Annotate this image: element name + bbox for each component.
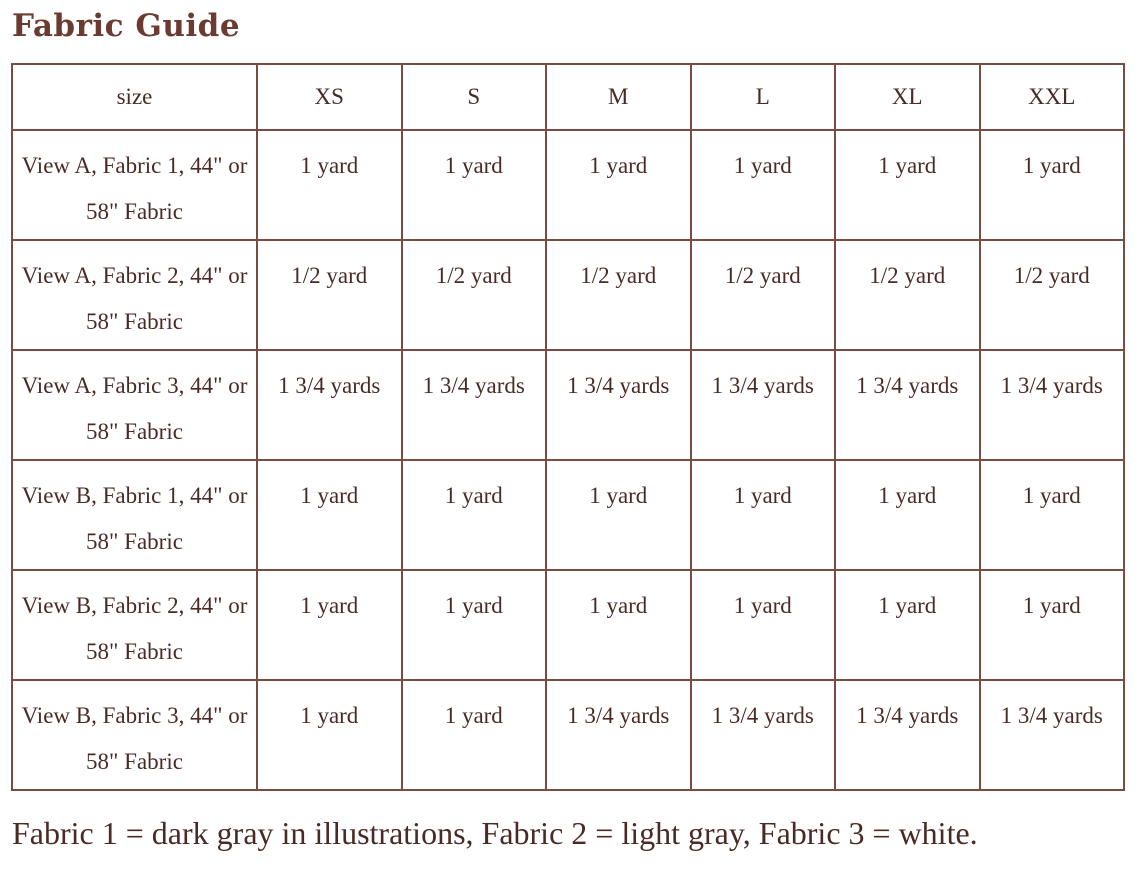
header-cell-xxl: XXL <box>980 64 1125 130</box>
table-row <box>12 460 1124 570</box>
table-cell: 1 yard <box>835 130 980 240</box>
row-label: View B, Fabric 1, 44" or 58" Fabric <box>12 460 257 570</box>
table-cell: 1 yard <box>980 130 1125 240</box>
table-cell: 1 3/4 yards <box>546 350 691 460</box>
table-cell: 1/2 yard <box>835 240 980 350</box>
row-label: View B, Fabric 2, 44" or 58" Fabric <box>12 570 257 680</box>
header-cell-size: size <box>12 64 257 130</box>
table-cell: 1 3/4 yards <box>546 680 691 790</box>
table-cell: 1/2 yard <box>691 240 836 350</box>
row-label: View A, Fabric 2, 44" or 58" Fabric <box>12 240 257 350</box>
table-cell: 1 yard <box>402 680 547 790</box>
page-title: Fabric Guide <box>12 8 241 44</box>
table-cell: 1 yard <box>257 570 402 680</box>
table-cell: 1 yard <box>546 130 691 240</box>
table-cell: 1 yard <box>402 570 547 680</box>
table-cell: 1 3/4 yards <box>691 350 836 460</box>
table-cell: 1 yard <box>980 570 1125 680</box>
table-cell: 1 yard <box>691 570 836 680</box>
table-cell: 1/2 yard <box>546 240 691 350</box>
table-cell: 1 yard <box>546 460 691 570</box>
table-row <box>12 570 1124 680</box>
table-cell: 1 yard <box>546 570 691 680</box>
table-header <box>12 64 1124 130</box>
table-cell: 1 yard <box>835 460 980 570</box>
row-label: View A, Fabric 1, 44" or 58" Fabric <box>12 130 257 240</box>
table-cell: 1 3/4 yards <box>835 680 980 790</box>
table-cell: 1 3/4 yards <box>980 350 1125 460</box>
table-cell: 1/2 yard <box>980 240 1125 350</box>
footnote: Fabric 1 = dark gray in illustrations, Fabric 2 = light gray, Fabric 3 = white. <box>12 815 978 851</box>
table-cell: 1 3/4 yards <box>402 350 547 460</box>
table-cell: 1 3/4 yards <box>980 680 1125 790</box>
fabric-guide-table <box>11 63 1125 791</box>
header-cell-m: M <box>546 64 691 130</box>
table-cell: 1/2 yard <box>257 240 402 350</box>
table-cell: 1 3/4 yards <box>257 350 402 460</box>
table-cell: 1 yard <box>402 130 547 240</box>
table-cell: 1 3/4 yards <box>835 350 980 460</box>
table-body <box>12 130 1124 790</box>
table-row <box>12 240 1124 350</box>
row-label: View B, Fabric 3, 44" or 58" Fabric <box>12 680 257 790</box>
table-cell: 1 yard <box>257 130 402 240</box>
table-cell: 1 yard <box>980 460 1125 570</box>
table-row <box>12 350 1124 460</box>
table-cell: 1/2 yard <box>402 240 547 350</box>
table-cell: 1 yard <box>257 460 402 570</box>
header-cell-xl: XL <box>835 64 980 130</box>
table-row <box>12 680 1124 790</box>
header-row <box>12 64 1124 130</box>
table-cell: 1 yard <box>691 460 836 570</box>
table-cell: 1 yard <box>257 680 402 790</box>
row-label: View A, Fabric 3, 44" or 58" Fabric <box>12 350 257 460</box>
table-cell: 1 yard <box>402 460 547 570</box>
table-row <box>12 130 1124 240</box>
table-cell: 1 3/4 yards <box>691 680 836 790</box>
header-cell-l: L <box>691 64 836 130</box>
table-cell: 1 yard <box>691 130 836 240</box>
table-cell: 1 yard <box>835 570 980 680</box>
header-cell-xs: XS <box>257 64 402 130</box>
header-cell-s: S <box>402 64 547 130</box>
